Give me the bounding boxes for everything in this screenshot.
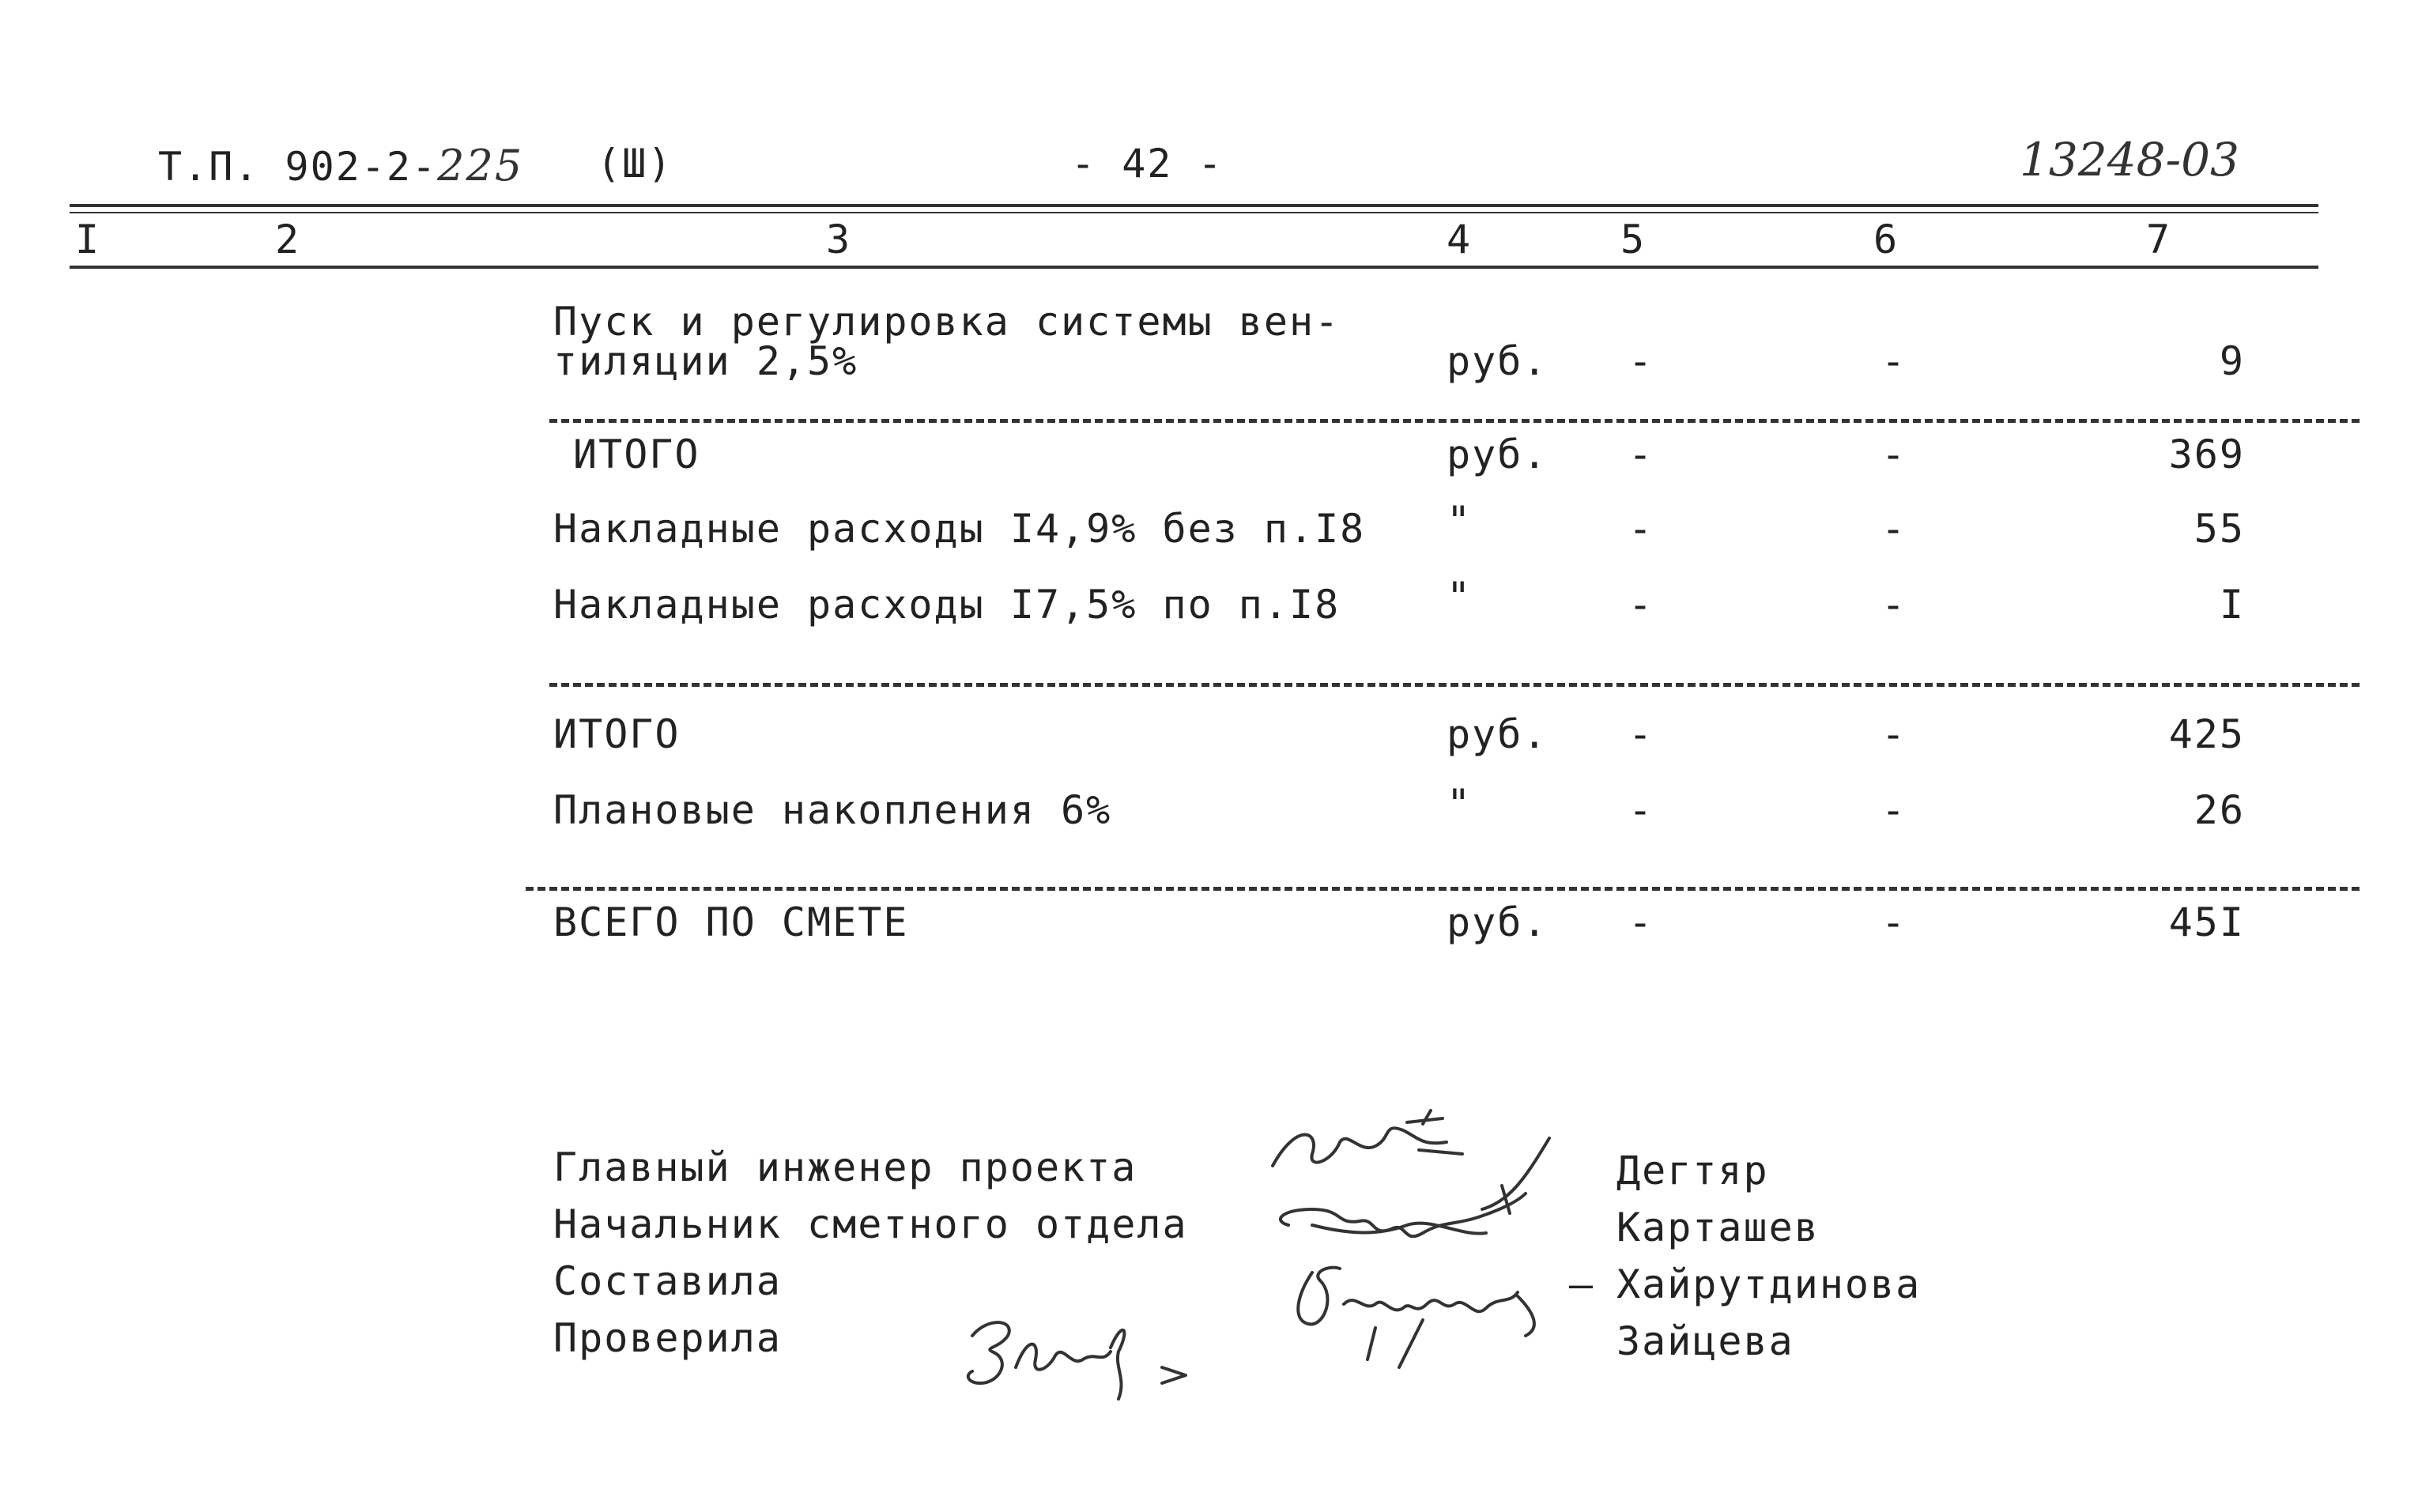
row-6-text: Плановые накопления 6% — [553, 787, 1112, 833]
tp-prefix: Т.П. 902-2- — [158, 144, 438, 190]
row-1-unit: руб. — [1447, 338, 1549, 384]
row-6-unit: " — [1447, 781, 1473, 827]
column-header-5: 5 — [1620, 217, 1647, 262]
header-rule-bottom — [70, 266, 2318, 269]
column-header-7: 7 — [2146, 217, 2172, 262]
page-number: - 42 - — [1071, 141, 1224, 187]
row-5-col6: - — [1881, 711, 1907, 757]
column-header-3: 3 — [826, 217, 852, 262]
row-6-col5: - — [1628, 787, 1654, 833]
row-5-text: ИТОГО — [553, 711, 681, 757]
row-1-col5: - — [1628, 338, 1654, 384]
row-1-text-line-2: тиляции 2,5% — [553, 338, 858, 384]
row-4-text: Накладные расходы I7,5% по п.I8 — [553, 582, 1341, 628]
row-2-col5: - — [1628, 432, 1654, 477]
column-header-6: 6 — [1873, 217, 1899, 262]
row-7-col5: - — [1628, 899, 1654, 945]
header-rule-top-1 — [70, 204, 2318, 207]
row-3-col5: - — [1628, 506, 1654, 552]
row-7-col6: - — [1881, 899, 1907, 945]
row-7-text: ВСЕГО ПО СМЕТЕ — [553, 899, 909, 945]
row-4-col5: - — [1628, 582, 1654, 628]
signature-compiled-by — [1281, 1249, 1565, 1367]
signature-dash: – — [1569, 1261, 1595, 1307]
separator-2 — [549, 683, 2360, 687]
row-3-col6: - — [1881, 506, 1907, 552]
signature-role-4: Проверила — [553, 1315, 782, 1361]
signature-name-1: Дегтяр — [1616, 1148, 1769, 1193]
separator-3 — [526, 887, 2360, 891]
row-5-unit: руб. — [1447, 711, 1549, 757]
column-header-1: I — [75, 217, 101, 262]
row-5-amount: 425 — [2168, 711, 2245, 757]
row-1-amount: 9 — [2219, 338, 2245, 384]
row-1-col6: - — [1881, 338, 1907, 384]
row-3-amount: 55 — [2194, 506, 2245, 552]
header-rule-top-2 — [70, 212, 2318, 213]
row-2-text: ИТОГО — [573, 432, 700, 477]
row-4-unit: " — [1447, 574, 1473, 620]
column-header-2: 2 — [275, 217, 301, 262]
signature-name-2: Карташев — [1616, 1205, 1820, 1250]
row-1-text-line-1: Пуск и регулировка системы вен- — [553, 299, 1341, 345]
volume-label: (Ш) — [597, 141, 673, 187]
signature-name-3: Хайрутдинова — [1616, 1261, 1922, 1307]
row-4-amount: I — [2219, 582, 2245, 628]
row-6-amount: 26 — [2194, 787, 2245, 833]
row-2-unit: руб. — [1447, 432, 1549, 477]
tp-number: 225 — [437, 141, 524, 190]
signature-checked-by — [956, 1304, 1217, 1407]
row-7-unit: руб. — [1447, 899, 1549, 945]
row-6-col6: - — [1881, 787, 1907, 833]
column-header-4: 4 — [1447, 217, 1473, 262]
document-code: 13248-03 — [2020, 133, 2239, 187]
signature-role-3: Составила — [553, 1258, 782, 1304]
separator-1 — [549, 419, 2360, 423]
tp-code — [158, 141, 523, 190]
row-3-text: Накладные расходы I4,9% без п.I8 — [553, 506, 1366, 552]
signature-role-1: Главный инженер проекта — [553, 1144, 1137, 1190]
row-5-col5: - — [1628, 711, 1654, 757]
row-7-amount: 45I — [2168, 899, 2245, 945]
signature-name-4: Зайцева — [1616, 1318, 1794, 1364]
row-2-amount: 369 — [2168, 432, 2245, 477]
row-4-col6: - — [1881, 582, 1907, 628]
signature-role-2: Начальник сметного отдела — [553, 1201, 1188, 1247]
row-3-unit: " — [1447, 498, 1473, 544]
row-2-col6: - — [1881, 432, 1907, 477]
